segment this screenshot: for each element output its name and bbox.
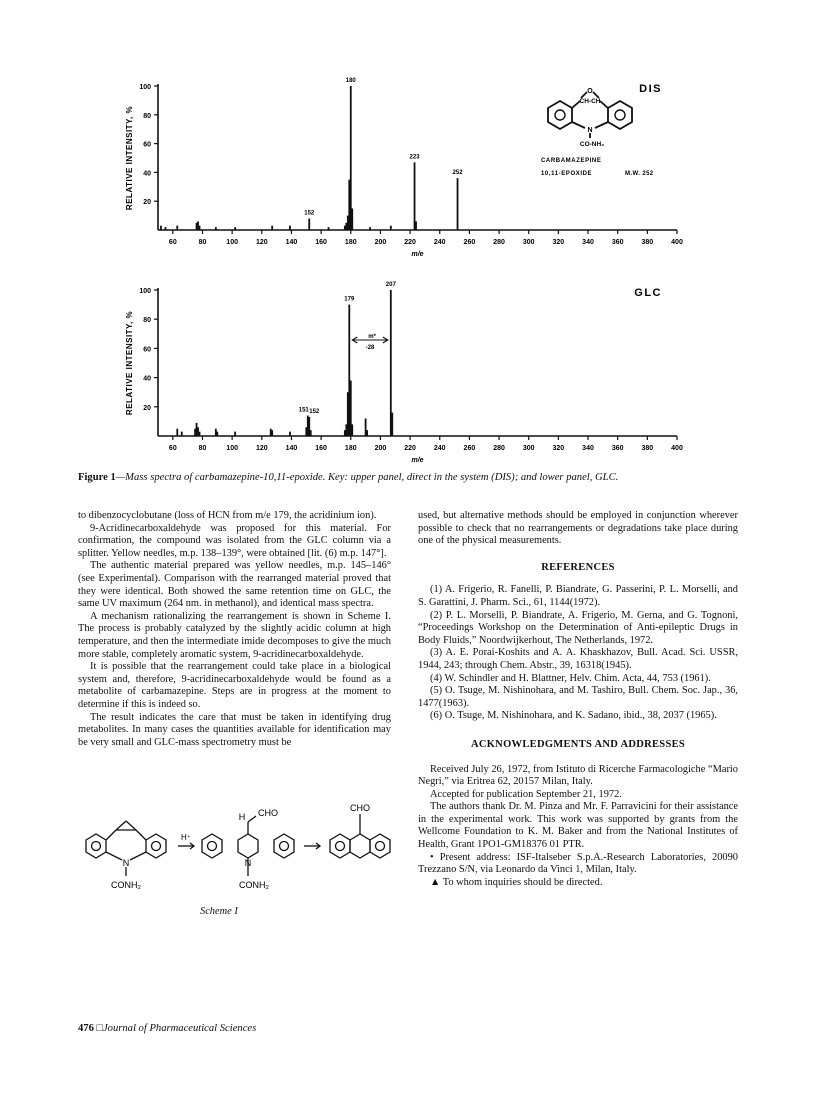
left-paragraph: to dibenzocyclobutane (loss of HCN from m/e 179, the acridinium ion). (78, 510, 377, 521)
spectrum-panel-dis (125, 78, 683, 258)
left-paragraph: The authentic material prepared was yellow needles, m.p. 145–146° (see Experimental). Comparison with the rearranged material proved that they were identical. Both showed the same retention time on GLC, the same UV maximum (264 nm. in methanol), and identical mass spectra. (78, 560, 391, 610)
right-column (418, 510, 738, 889)
x-tick-label: 120 (255, 239, 268, 246)
x-tick-label: 80 (198, 239, 207, 246)
scheme-h: H (238, 812, 246, 822)
x-tick-label: 120 (255, 445, 268, 452)
x-tick-label: 280 (493, 239, 505, 246)
x-tick-label: 80 (198, 445, 207, 452)
interval-label-top: m* (368, 334, 376, 340)
interval-label-bottom: -28 (365, 345, 375, 351)
x-tick-label: 300 (522, 239, 535, 246)
scheme-i-diagram (78, 800, 398, 905)
x-tick-label: 160 (315, 239, 327, 246)
x-tick-label: 360 (611, 239, 624, 246)
x-tick-label: 100 (226, 445, 238, 452)
peak-label: 152 (304, 210, 315, 217)
scheme-reagent: H⁺ (181, 833, 191, 842)
acknowledgment-item: • Present address: ISF-Italseber S.p.A.-Research Laboratories, 20090 Trezzano S/N, via Leonardo da Vinci 1, Milan, Italy. (418, 851, 738, 876)
journal-name: Journal of Pharmaceutical Sciences (102, 1023, 257, 1034)
y-tick-label: 20 (143, 404, 151, 412)
references-heading: REFERENCES (541, 561, 615, 573)
x-tick-label: 400 (671, 445, 683, 452)
left-column (78, 510, 391, 749)
left-paragraph: The result indicates the care that must be taken in identifying drug metabolites. In many cases the quantities available for identification may be very small and GLC-mass spectrometry must be (78, 711, 391, 748)
x-tick-label: 380 (641, 445, 654, 452)
acknowledgments-heading: ACKNOWLEDGMENTS AND ADDRESSES (470, 738, 686, 750)
figure-caption-text: —Mass spectra of carbamazepine-10,11-epoxide. Key: upper panel, direct in the system (DIS); and lower panel, GLC. (115, 472, 619, 483)
x-tick-label: 360 (611, 445, 624, 452)
left-paragraph: It is possible that the rearrangement could take place in a biological system and, therefore, 9-acridinecarboxaldehyde would be found as a metabolite of carbamazepine. Steps are in progress at the moment to determine if this is indeed so. (78, 661, 391, 710)
reference-item: (1) A. Frigerio, R. Fanelli, P. Biandrate, G. Passerini, P. L. Morselli, and S. Garattini, J. Pharm. Sci., 61, 1144(1972). (418, 584, 738, 608)
x-tick-label: 60 (168, 239, 177, 246)
spectrum-panel-glc (125, 282, 683, 464)
y-tick-label: 60 (143, 346, 151, 354)
epoxide-bridge: CH-CH (579, 98, 601, 105)
right-intro-paragraph: used, but alternative methods should be employed in conjunction wherever possible to check that no rearrangements or degradations take place during one of the physical measurements. (418, 510, 738, 547)
structure-name: CARBAMAZEPINE (541, 158, 602, 164)
scheme-conh2-1: CONH₂ (111, 880, 141, 890)
x-tick-label: 60 (168, 445, 177, 452)
acknowledgment-item: The authors thank Dr. M. Pinza and Mr. F. Parravicini for their assistance in the experimental work. This work was supported by grants from the Wellcome Foundation to K. M. Baker and from the National Institutes of Health, Grant 1PO1-GM18376 01 PTR. (418, 801, 738, 851)
page-footer (78, 1023, 256, 1034)
x-tick-label: 100 (226, 239, 238, 246)
left-paragraph: A mechanism rationalizing the rearrangement is shown in Scheme I. The process is probably catalyzed by the slightly acidic column at high temperature, and then the intermediate imide decomposes to give the much more stable, completely aromatic system, 9-acridinecarboxaldehyde. (78, 610, 391, 660)
reference-item: (3) A. E. Porai-Koshits and A. A. Khaskhazov, Bull. Acad. Sci. USSR, 1944, 243; through Chem. Abstr., 39, 16318(1945). (418, 647, 738, 671)
peak-label: 152 (309, 409, 320, 416)
figure-caption-label: Figure 1 (78, 472, 116, 483)
panel-label: DIS (639, 83, 662, 95)
x-tick-label: 160 (315, 445, 327, 452)
reference-item: (5) O. Tsuge, M. Nishinohara, and M. Tashiro, Bull. Chem. Soc. Jap., 36, 1477(1963). (418, 685, 738, 709)
x-tick-label: 220 (404, 445, 416, 452)
acknowledgment-item: Accepted for publication September 21, 1972. (430, 788, 622, 800)
x-tick-label: 260 (463, 445, 476, 452)
y-tick-label: 100 (139, 84, 151, 91)
x-tick-label: 220 (404, 239, 416, 246)
scheme-cho-2: CHO (258, 808, 278, 818)
y-tick-label: 60 (143, 141, 151, 149)
x-tick-label: 200 (374, 445, 387, 452)
x-axis-label: m/e (411, 457, 424, 464)
scheme-cho-3: CHO (350, 803, 370, 813)
peak-label: 207 (385, 282, 396, 288)
figure-caption (78, 472, 758, 483)
scheme-n-2: N (244, 858, 252, 868)
x-tick-label: 340 (582, 445, 594, 452)
scheme-n-1: N (122, 858, 130, 868)
peak-label: 223 (409, 154, 420, 161)
x-tick-label: 200 (374, 239, 387, 246)
structure-nitrogen: N (587, 127, 593, 134)
peak-label: 180 (345, 78, 356, 84)
reference-item: (4) W. Schindler and H. Blattner, Helv. Chim. Acta, 44, 753 (1961). (430, 672, 711, 684)
x-tick-label: 260 (463, 239, 476, 246)
y-tick-label: 80 (143, 112, 151, 120)
peak-label: 179 (344, 296, 355, 303)
structure-mw: M.W. 252 (625, 171, 654, 177)
reference-item: (6) O. Tsuge, M. Nishinohara, and K. Sadano, ibid., 38, 2037 (1965). (430, 710, 717, 722)
x-tick-label: 140 (285, 239, 298, 246)
x-axis-label: m/e (411, 251, 424, 258)
y-tick-label: 40 (143, 170, 151, 178)
square-glyph-icon: □ (96, 1023, 103, 1034)
y-tick-label: 40 (143, 375, 151, 383)
x-tick-label: 140 (285, 445, 298, 452)
x-tick-label: 240 (433, 445, 446, 452)
x-tick-label: 320 (552, 445, 565, 452)
x-tick-label: 380 (641, 239, 654, 246)
x-tick-label: 400 (671, 239, 683, 246)
structure-subname: 10,11-EPOXIDE (541, 171, 593, 177)
page-number: 476 (78, 1023, 94, 1034)
reference-item: (2) P. L. Morselli, P. Biandrate, A. Frigerio, M. Gerna, and G. Tognoni, “Proceedings Workshop on the Determination of Anti-epileptic Drugs in Body Fluids,” Noordwijkerhout, The Netherlands, 1972. (418, 609, 738, 646)
peak-label: 151 (298, 407, 309, 414)
mass-spectra-figure (0, 0, 816, 470)
acknowledgment-item: ▲ To whom inquiries should be directed. (430, 876, 603, 888)
structure-amide: CO-NH₂ (579, 141, 605, 148)
x-tick-label: 280 (493, 445, 505, 452)
acknowledgment-item: Received July 26, 1972, from Istituto di Ricerche Farmacologiche “Mario Negri,” via Eritrea 62, 20157 Milan, Italy. (418, 763, 738, 788)
scheme-label: Scheme I (200, 906, 238, 917)
y-tick-label: 80 (143, 317, 151, 325)
x-tick-label: 300 (522, 445, 535, 452)
scheme-structures (86, 814, 390, 876)
y-tick-label: 20 (143, 199, 151, 207)
y-axis-label: RELATIVE INTENSITY, % (125, 105, 134, 211)
y-tick-label: 100 (139, 288, 151, 295)
x-tick-label: 320 (552, 239, 565, 246)
epoxide-oxygen: O (587, 88, 593, 95)
x-tick-label: 180 (344, 239, 357, 246)
left-paragraph: 9-Acridinecarboxaldehyde was proposed for this material. For confirmation, the compound was isolated from the GLC column via a splitter. Yellow needles, m.p. 138–139°, were obtained [lit. (6) m.p. 147°]. (78, 522, 391, 559)
scheme-conh2-2: CONH₂ (239, 880, 269, 890)
panel-label: GLC (634, 287, 662, 299)
x-tick-label: 340 (582, 239, 594, 246)
x-tick-label: 180 (344, 445, 357, 452)
y-axis-label: RELATIVE INTENSITY, % (125, 310, 134, 416)
peak-label: 252 (452, 170, 463, 177)
x-tick-label: 240 (433, 239, 446, 246)
